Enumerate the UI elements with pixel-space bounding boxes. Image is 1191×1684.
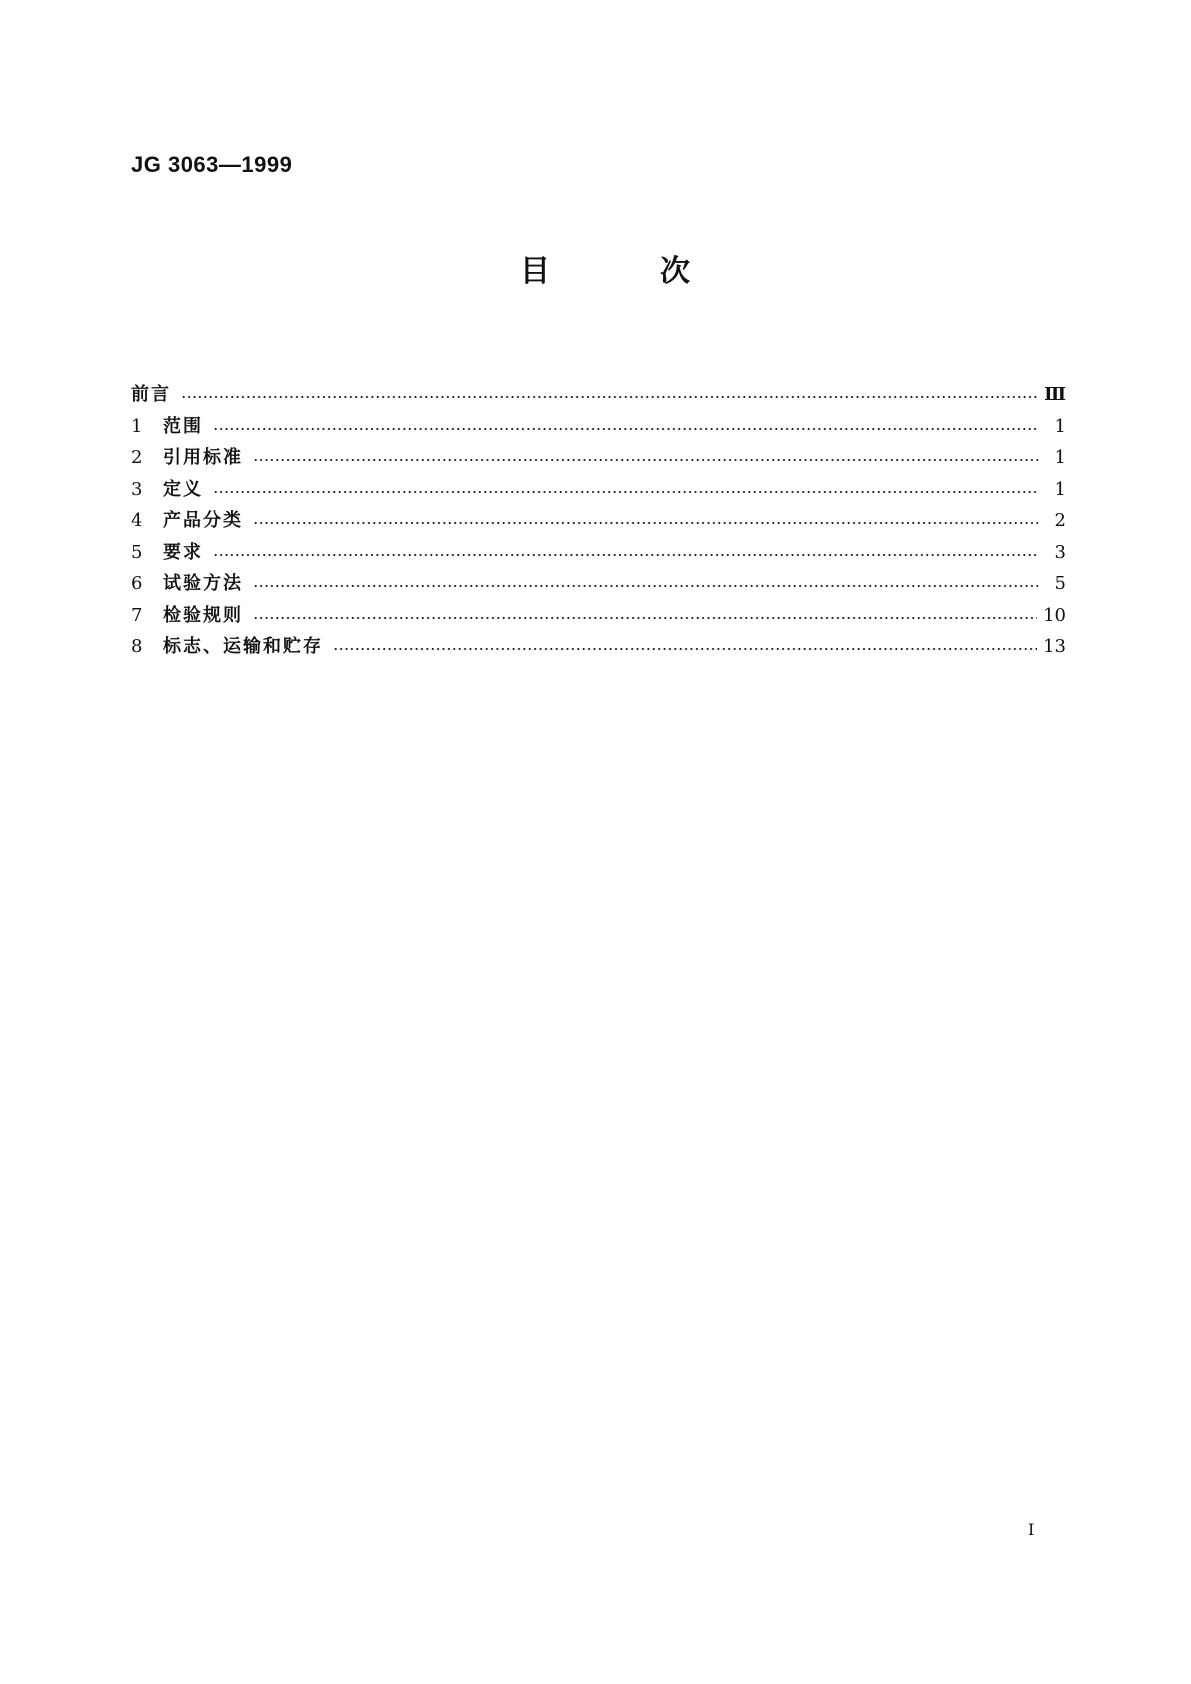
toc-entry-page: Ⅲ <box>1044 384 1066 405</box>
toc-title <box>520 246 690 290</box>
toc-leader-dots <box>213 416 1038 434</box>
toc-entry-label: 范围 <box>163 415 203 437</box>
toc-leader-dots <box>213 542 1038 560</box>
toc-entry-label: 检验规则 <box>163 604 243 626</box>
toc-list <box>131 380 1066 664</box>
toc-entry-page: 5 <box>1054 573 1066 594</box>
toc-entry-marking-transport-storage[interactable] <box>131 632 1066 664</box>
toc-leader-dots <box>333 636 1037 654</box>
toc-entry-number: 5 <box>131 541 143 563</box>
toc-leader-dots <box>253 447 1038 465</box>
toc-entry-number: 6 <box>131 573 143 594</box>
toc-entry-foreword[interactable] <box>131 380 1066 412</box>
toc-entry-number: 8 <box>131 636 143 657</box>
toc-entry-definitions[interactable] <box>131 475 1066 507</box>
toc-entry-number: 7 <box>131 604 143 626</box>
toc-entry-label: 要求 <box>163 541 203 563</box>
toc-entry-label: 试验方法 <box>163 573 243 594</box>
toc-entry-page: 1 <box>1054 447 1066 468</box>
toc-entry-page: 2 <box>1054 510 1066 531</box>
toc-leader-dots <box>213 479 1038 497</box>
toc-entry-page: 3 <box>1054 541 1066 563</box>
toc-entry-number: 3 <box>131 478 143 500</box>
page-number: I <box>1028 1520 1035 1539</box>
toc-entry-normative-references[interactable] <box>131 443 1066 475</box>
toc-entry-page: 1 <box>1054 415 1066 437</box>
toc-entry-inspection-rules[interactable] <box>131 601 1066 633</box>
toc-entry-number: 4 <box>131 510 143 531</box>
toc-entry-page: 13 <box>1043 636 1066 657</box>
toc-title-char-1: 目 <box>520 254 550 289</box>
toc-entry-label: 引用标准 <box>163 447 243 468</box>
toc-title-char-2: 次 <box>660 254 690 289</box>
toc-entry-number: 1 <box>131 415 143 437</box>
toc-entry-label: 标志、运输和贮存 <box>163 636 323 657</box>
toc-entry-label: 前言 <box>131 384 171 405</box>
toc-leader-dots <box>181 384 1038 402</box>
toc-leader-dots <box>253 573 1038 591</box>
toc-entry-number: 2 <box>131 447 143 468</box>
toc-entry-page: 10 <box>1043 604 1066 626</box>
toc-leader-dots <box>253 510 1038 528</box>
toc-entry-product-classification[interactable] <box>131 506 1066 538</box>
toc-entry-scope[interactable] <box>131 412 1066 444</box>
standard-code: JG 3063—1999 <box>131 152 293 177</box>
toc-leader-dots <box>253 605 1037 623</box>
toc-entry-test-methods[interactable] <box>131 569 1066 601</box>
toc-entry-requirements[interactable] <box>131 538 1066 570</box>
toc-entry-label: 产品分类 <box>163 510 243 531</box>
toc-entry-page: 1 <box>1054 478 1066 500</box>
toc-entry-label: 定义 <box>163 478 203 500</box>
